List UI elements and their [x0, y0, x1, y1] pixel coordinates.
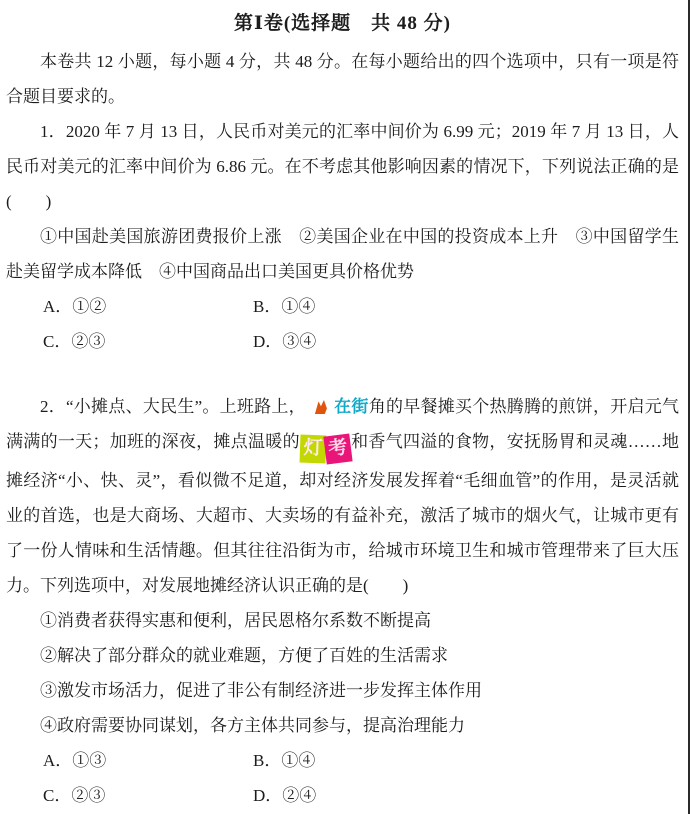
q2-stem-text-2: 角的早餐摊买个热腾腾的煎饼，开启元气满满的一天；加班的深夜，摊点温暖的	[6, 397, 680, 451]
q1-option-d: D．③④	[253, 332, 317, 351]
section-title: 第Ⅰ卷(选择题 共 48 分)	[233, 13, 452, 34]
q2-stem-text-3: 和香气四溢的食物，安抚肠胃和灵魂……地摊经济“小、快、灵”，看似微不足道，却对经济发展发挥着“毛细血管”的作用，是灵活就业的首选，也是大商场、大超市、大卖场的有益补充，激活了城市的烟火气，让城市更有了一份人情味和生活情趣。但其往往沿街为市，给城市环境卫生和城市管理带来了巨大压力。下列选项中，对发展地摊经济认识正确的是( )	[6, 432, 680, 595]
q1-option-a: A．①②	[43, 297, 107, 316]
q2-stem-text-1: 2．“小摊点、大民生”。上班路上，	[40, 397, 306, 416]
q2-statement-3: ③激发市场活力，促进了非公有制经济进一步发挥主体作用	[40, 681, 482, 700]
q1-option-b: B．①④	[253, 297, 316, 316]
scan-edge-line	[688, 0, 690, 814]
q2-option-c: C．②③	[43, 786, 106, 805]
intro-paragraph: 本卷共 12 小题，每小题 4 分，共 48 分。在每小题给出的四个选项中，只有一项是符合题目要求的。	[6, 52, 679, 106]
q1-numbered-statements: ①中国赴美国旅游团费报价上涨 ②美国企业在中国的投资成本上升 ③中国留学生赴美留学成本降低 ④中国商品出口美国更具价格优势	[6, 227, 679, 281]
watermark-tile-magenta: 考	[323, 434, 352, 465]
q2-options-row-1	[6, 743, 679, 778]
q2-option-a: A．①③	[43, 751, 107, 770]
q2-option-d: D．②④	[253, 786, 317, 805]
q2-option-b: B．①④	[253, 751, 316, 770]
q2-statement-2: ②解决了部分群众的就业难题，方便了百姓的生活需求	[40, 646, 448, 665]
q1-options-row-2	[6, 324, 679, 359]
q1-option-c: C．②③	[43, 332, 106, 351]
watermark-flame-icon	[315, 400, 327, 414]
q2-options-row-2	[6, 778, 679, 813]
q1-options-row-1	[6, 289, 679, 324]
question-1	[6, 114, 679, 359]
question-2	[6, 389, 679, 813]
q2-stem	[6, 389, 679, 603]
watermark-cyan-text: 在街	[333, 397, 369, 416]
q1-stem: 1．2020 年 7 月 13 日，人民币对美元的汇率中间价为 6.99 元；2019 年 7 月 13 日，人民币对美元的汇率中间价为 6.86 元。在不考虑其他影响因素的情况下，下列说法正确的是( )	[6, 122, 679, 211]
q2-statement-4: ④政府需要协同谋划，各方主体共同参与，提高治理能力	[40, 716, 465, 735]
watermark-tile-yellow: 灯	[299, 435, 326, 464]
q2-statement-1: ①消费者获得实惠和便利，居民恩格尔系数不断提高	[40, 611, 431, 630]
